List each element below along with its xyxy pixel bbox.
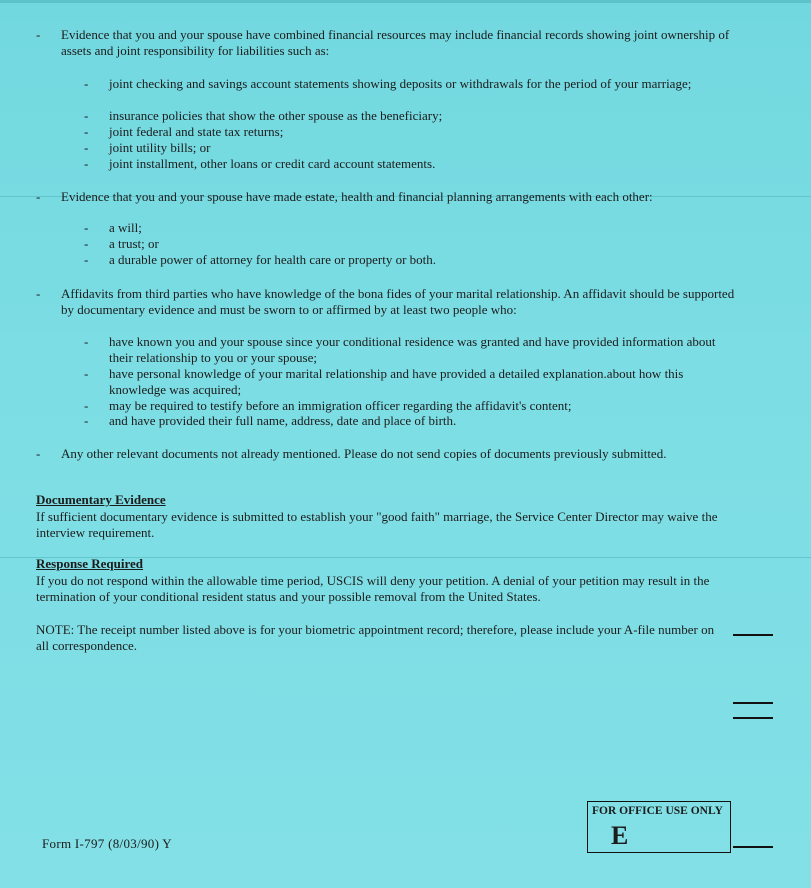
- financial-resources-intro: Evidence that you and your spouse have combined financial resources may include financial records showing joint ownership of assets and joint responsibility for liabilities such as:: [61, 27, 730, 58]
- sub-item-text: have personal knowledge of your marital relationship and have provided a detailed explanation.about how this knowledge was acquired;: [109, 366, 684, 397]
- sub-item-text: a will;: [109, 220, 142, 235]
- margin-rule: [733, 846, 773, 848]
- margin-rule: [733, 634, 773, 636]
- bullet-dash: -: [36, 189, 41, 204]
- bullet-dash: -: [84, 334, 89, 349]
- sub-item: [84, 140, 724, 156]
- sub-item: [84, 236, 724, 252]
- bullet-dash: -: [84, 366, 89, 381]
- affidavits-intro: Affidavits from third parties who have knowledge of the bona fides of your marital relationship. An affidavit should be supported by documentary evidence and must be sworn to or affirmed by at least two people who:: [61, 286, 735, 317]
- planning-arrangements-intro: Evidence that you and your spouse have made estate, health and financial planning arrangements with each other:: [61, 189, 653, 204]
- sub-item-text: insurance policies that show the other spouse as the beneficiary;: [109, 108, 443, 123]
- response-required-heading: Response Required: [36, 556, 144, 571]
- bullet-dash: -: [84, 220, 89, 235]
- bullet-dash: -: [36, 286, 41, 301]
- bullet-dash: -: [84, 140, 89, 155]
- sub-item: [84, 124, 724, 140]
- sub-item: [84, 220, 724, 236]
- response-required-text: If you do not respond within the allowable time period, USCIS will deny your petition. A denial of your petition may result in the termination of your conditional resident status and your possible removal from the United States.: [36, 573, 710, 604]
- margin-rule: [733, 717, 773, 719]
- office-use-box: [587, 801, 731, 853]
- sub-item: [84, 366, 724, 398]
- page-top-edge: [0, 0, 811, 3]
- bullet-planning-arrangements: [36, 189, 736, 205]
- bullet-other-documents: [36, 446, 686, 462]
- sub-item-text: may be required to testify before an immigration officer regarding the affidavit's content;: [109, 398, 572, 413]
- bullet-affidavits: [36, 286, 736, 318]
- bullet-dash: -: [36, 446, 41, 461]
- sub-item-text: a trust; or: [109, 236, 159, 251]
- office-use-label: FOR OFFICE USE ONLY: [592, 805, 723, 817]
- sub-item: [84, 76, 724, 92]
- bullet-dash: -: [84, 108, 89, 123]
- sub-item-text: joint federal and state tax returns;: [109, 124, 284, 139]
- office-use-code: E: [611, 821, 629, 850]
- sub-item: [84, 398, 724, 414]
- note-text: NOTE: The receipt number listed above is for your biometric appointment record; therefore, please include your A-file number on all correspondence.: [36, 622, 715, 653]
- sub-item: [84, 108, 724, 124]
- sub-item: [84, 252, 724, 268]
- sub-item: [84, 334, 724, 366]
- margin-rule: [733, 702, 773, 704]
- sub-item-text: and have provided their full name, address, date and place of birth.: [109, 413, 457, 428]
- sub-item-text: a durable power of attorney for health care or property or both.: [109, 252, 437, 267]
- sub-item-text: joint checking and savings account statements showing deposits or withdrawals for the period of your marriage;: [109, 76, 692, 91]
- bullet-dash: -: [84, 236, 89, 251]
- form-identifier: Form I-797 (8/03/90) Y: [42, 836, 172, 851]
- bullet-dash: -: [84, 124, 89, 139]
- sub-item-text: have known you and your spouse since your conditional residence was granted and have provided information about their relationship to you or your spouse;: [109, 334, 716, 365]
- bullet-dash: -: [84, 156, 89, 171]
- bullet-dash: -: [36, 27, 41, 42]
- bullet-financial-resources: [36, 27, 736, 59]
- other-documents-text: Any other relevant documents not already mentioned. Please do not send copies of documents previously submitted.: [61, 446, 667, 461]
- sub-item: [84, 156, 724, 172]
- sub-item-text: joint installment, other loans or credit card account statements.: [109, 156, 436, 171]
- sub-item-text: joint utility bills; or: [109, 140, 211, 155]
- bullet-dash: -: [84, 413, 89, 428]
- documentary-evidence-text: If sufficient documentary evidence is submitted to establish your "good faith" marriage, the Service Center Director may waive the interview requirement.: [36, 509, 718, 540]
- sub-item: [84, 413, 724, 429]
- bullet-dash: -: [84, 398, 89, 413]
- bullet-dash: -: [84, 76, 89, 91]
- bullet-dash: -: [84, 252, 89, 267]
- documentary-evidence-heading: Documentary Evidence: [36, 492, 166, 507]
